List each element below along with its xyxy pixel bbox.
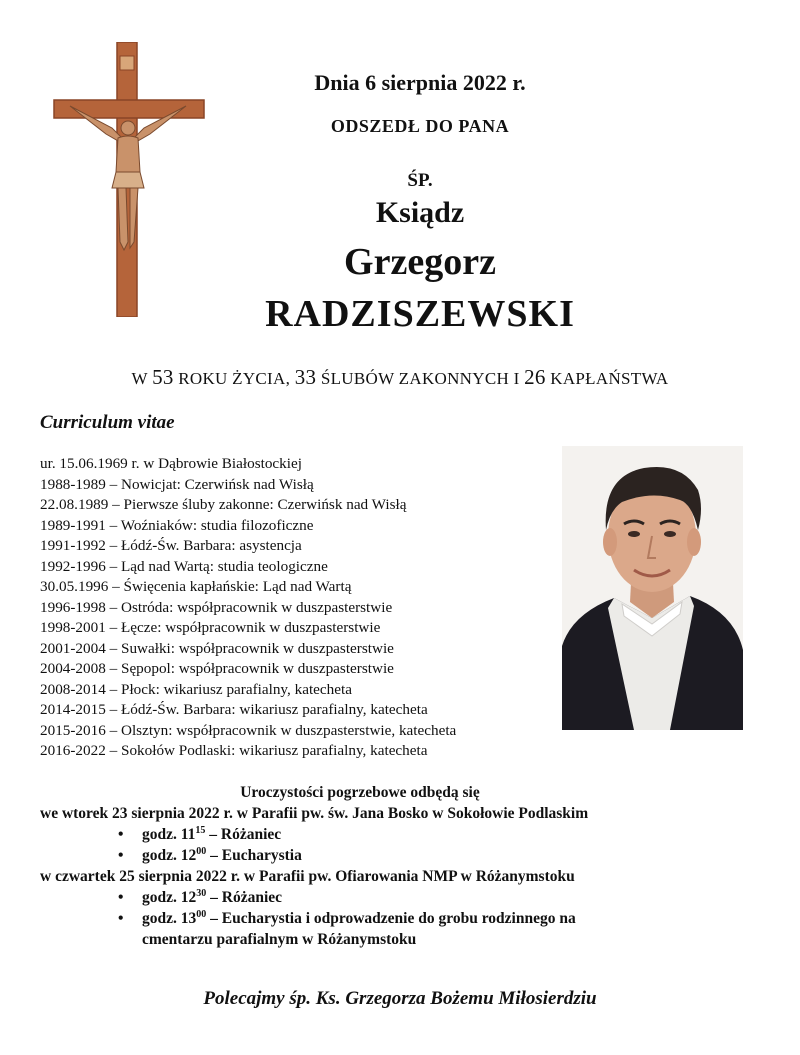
cv-item: 1989-1991 – Woźniaków: studia filozoficzne	[40, 516, 314, 534]
cv-item: 30.05.1996 – Święcenia kapłańskie: Ląd nad Wartą	[40, 578, 352, 595]
vows-number: 33	[294, 365, 317, 389]
crucifix-image	[50, 42, 208, 317]
funeral-day2-item: • godz. $13^{00}$ – Eucharystia i odprowadzenie do grobu rodzinnego na	[118, 909, 576, 927]
cv-item: 2016-2022 – Sokołów Podlaski: wikariusz parafialny, katecheta	[40, 742, 428, 759]
cv-item: 1996-1998 – Ostróda: współpracownik w duszpasterstwie	[40, 598, 393, 616]
cv-item: 1998-2001 – Łęcze: współpracownik w duszpasterstwie	[40, 619, 381, 636]
cv-item: 22.08.1989 – Pierwsze śluby zakonne: Czerwińsk nad Wisłą	[40, 496, 407, 513]
cv-item: 1992-1996 – Ląd nad Wartą: studia teologiczne	[40, 557, 328, 575]
first-name: Grzegorz	[344, 241, 496, 283]
funeral-day1: we wtorek 23 sierpnia 2022 r. w Parafii pw. św. Jana Bosko w Sokołowie Podlaskim	[40, 805, 589, 822]
surname: RADZISZEWSKI	[265, 293, 575, 335]
priesthood-number: 26	[524, 365, 546, 389]
cv-item: 1991-1992 – Łódź-Św. Barbara: asystencja	[40, 537, 302, 554]
portrait-photo	[562, 446, 743, 730]
funeral-day2-item: • godz. $12^{30}$ – Różaniec	[118, 888, 283, 906]
cv-item: 2001-2004 – Suwałki: współpracownik w duszpasterstwie	[40, 639, 394, 657]
cv-item: 2004-2008 – Sępopol: współpracownik w duszpasterstwie	[40, 660, 394, 677]
funeral-heading: Uroczystości pogrzebowe odbędą się	[240, 784, 480, 801]
age-summary: W 53 ROKU ŻYCIA, 33 ŚLUBÓW ZAKONNYCH I 26 KAPŁAŃSTWA	[131, 365, 669, 389]
funeral-day1-item: • godz. $11^{15}$ – Różaniec	[118, 825, 282, 843]
departed-heading: ODSZEDŁ DO PANA	[330, 116, 510, 136]
cv-item: 2015-2016 – Olsztyn: współpracownik w duszpasterstwie, katecheta	[40, 721, 457, 739]
cv-item: ur. 15.06.1969 r. w Dąbrowie Białostockiej	[40, 455, 302, 472]
funeral-day2-continuation: cmentarzu parafialnym w Różanymstoku	[142, 931, 417, 948]
cv-item: 1988-1989 – Nowicjat: Czerwińsk nad Wisłą	[40, 475, 314, 493]
clergy-title: Ksiądz	[375, 196, 465, 229]
age-number: 53	[152, 365, 174, 389]
cv-title: Curriculum vitae	[40, 412, 175, 433]
cv-item: 2014-2015 – Łódź-Św. Barbara: wikariusz parafialny, katecheta	[40, 701, 428, 718]
closing-prayer: Polecajmy śp. Ks. Grzegorza Bożemu Miłosierdziu	[203, 988, 597, 1009]
funeral-day1-item: • godz. $12^{00}$ – Eucharystia	[118, 846, 302, 864]
cv-item: 2008-2014 – Płock: wikariusz parafialny, katecheta	[40, 680, 352, 698]
funeral-info	[40, 782, 780, 950]
funeral-day2: w czwartek 25 sierpnia 2022 r. w Parafii pw. Ofiarowania NMP w Różanymstoku	[40, 868, 575, 885]
sp-label: ŚP.	[407, 170, 433, 191]
death-date: Dnia 6 sierpnia 2022 r.	[314, 70, 526, 95]
cv-list	[40, 454, 560, 762]
